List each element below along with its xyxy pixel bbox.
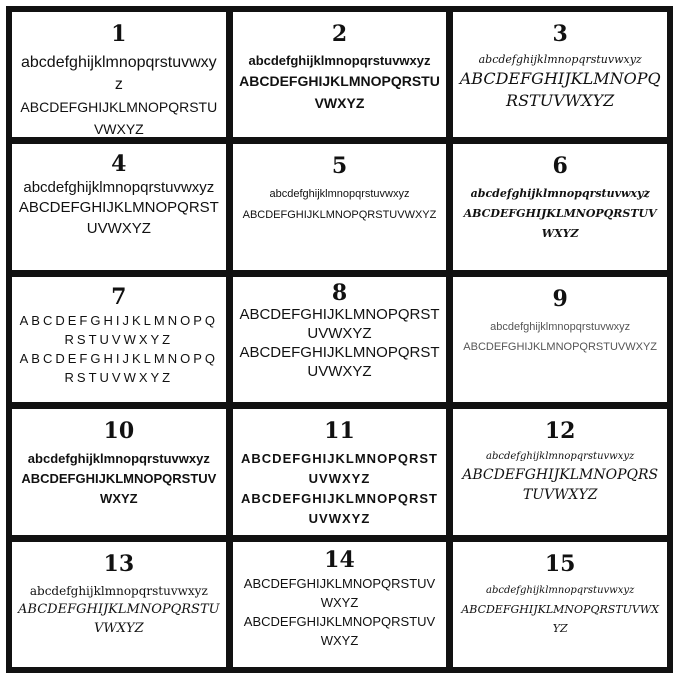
sample-lowercase: ABCDEFGHIJKLMNOPQRSTUVWXYZ	[19, 312, 218, 347]
font-sample-6	[453, 144, 667, 269]
sample-number: 12	[544, 418, 576, 445]
sample-number: 3	[552, 21, 568, 47]
sample-uppercase: ABCDEFGHIJKLMNOPQRSTUVWXYZ	[18, 199, 219, 238]
sample-uppercase: ABCDEFGHIJKLMNOPQRSTUVWXYZ	[19, 350, 218, 385]
sample-lowercase: ABCDEFGHIJKLMNOPQRSTUVWXYZ	[243, 575, 436, 610]
sample-uppercase: ABCDEFGHIJKLMNOPQRSTUVWXYZ	[20, 99, 218, 137]
sample-uppercase: ABCDEFGHIJKLMNOPQRSTUVWXYZ	[241, 491, 438, 527]
font-sample-10	[12, 409, 226, 534]
font-sample-12	[453, 409, 667, 534]
sample-lowercase: abcdefghijklmnopqrstuvwxyz	[478, 53, 642, 66]
sample-uppercase: ABCDEFGHIJKLMNOPQRSTUVWXYZ	[18, 601, 220, 636]
sample-number: 8	[331, 279, 348, 306]
sample-uppercase: ABCDEFGHIJKLMNOPQRSTUVWXYZ	[239, 343, 440, 380]
sample-uppercase: ABCDEFGHIJKLMNOPQRSTUVWXYZ	[21, 471, 217, 507]
sample-lowercase: abcdefghijklmnopqrstuvwxyz	[490, 320, 631, 333]
sample-number: 14	[324, 546, 355, 573]
sample-number: 13	[103, 550, 135, 577]
sample-lowercase: abcdefghijklmnopqrstuvwxyz	[269, 188, 410, 201]
sample-number: 6	[552, 153, 568, 180]
sample-lowercase: abcdefghijklmnopqrstuvwxyz	[29, 583, 208, 598]
font-sample-11	[233, 409, 447, 534]
sample-uppercase: ABCDEFGHIJKLMNOPQRSTUVWXYZ	[242, 209, 437, 222]
font-sample-1	[12, 12, 226, 137]
font-sample-2	[233, 12, 447, 137]
sample-number: 1	[111, 21, 127, 47]
sample-number: 15	[544, 550, 576, 577]
font-sample-8	[233, 277, 447, 402]
sample-number: 2	[331, 21, 348, 47]
sample-uppercase: ABCDEFGHIJKLMNOPQRSTUVWXYZ	[463, 340, 658, 353]
font-sample-3	[453, 12, 667, 137]
sample-lowercase: ABCDEFGHIJKLMNOPQRSTUVWXYZ	[241, 451, 438, 487]
sample-number: 7	[111, 283, 127, 310]
font-sample-9	[453, 277, 667, 402]
sample-number: 9	[552, 285, 568, 312]
sample-lowercase: ABCDEFGHIJKLMNOPQRSTUVWXYZ	[239, 305, 440, 342]
sample-lowercase: abcdefghijklmnopqrstuvwxyz	[486, 451, 635, 463]
sample-uppercase: ABCDEFGHIJKLMNOPQRSTUVWXYZ	[463, 207, 657, 241]
sample-lowercase: abcdefghijklmnopqrstuvwxyz	[21, 54, 217, 93]
sample-lowercase: abcdefghijklmnopqrstuvwxyz	[23, 179, 215, 197]
sample-number: 10	[103, 418, 135, 445]
sample-uppercase: ABCDEFGHIJKLMNOPQRSTUVWXYZ	[243, 613, 436, 648]
sample-lowercase: abcdefghijklmnopqrstuvwxyz	[470, 187, 650, 201]
sample-number: 5	[331, 153, 348, 180]
sample-number: 4	[111, 151, 127, 178]
sample-lowercase: abcdefghijklmnopqrstuvwxyz	[248, 53, 431, 68]
font-sample-grid	[6, 6, 673, 673]
font-sample-7	[12, 277, 226, 402]
sample-number: 11	[324, 418, 355, 445]
font-sample-15	[453, 542, 667, 667]
font-sample-13	[12, 542, 226, 667]
sample-lowercase: abcdefghijklmnopqrstuvwxyz	[27, 451, 210, 467]
sample-uppercase: ABCDEFGHIJKLMNOPQRSTUVWXYZ	[462, 467, 659, 504]
font-sample-5	[233, 144, 447, 269]
sample-uppercase: ABCDEFGHIJKLMNOPQRSTUVWXYZ	[459, 69, 661, 110]
sample-lowercase: abcdefghijklmnopqrstuvwxyz	[486, 584, 635, 596]
font-sample-14	[233, 542, 447, 667]
sample-uppercase: ABCDEFGHIJKLMNOPQRSTUVWXYZ	[239, 73, 440, 111]
font-sample-4	[12, 144, 226, 269]
sample-uppercase: ABCDEFGHIJKLMNOPQRSTUVWXYZ	[461, 602, 659, 635]
